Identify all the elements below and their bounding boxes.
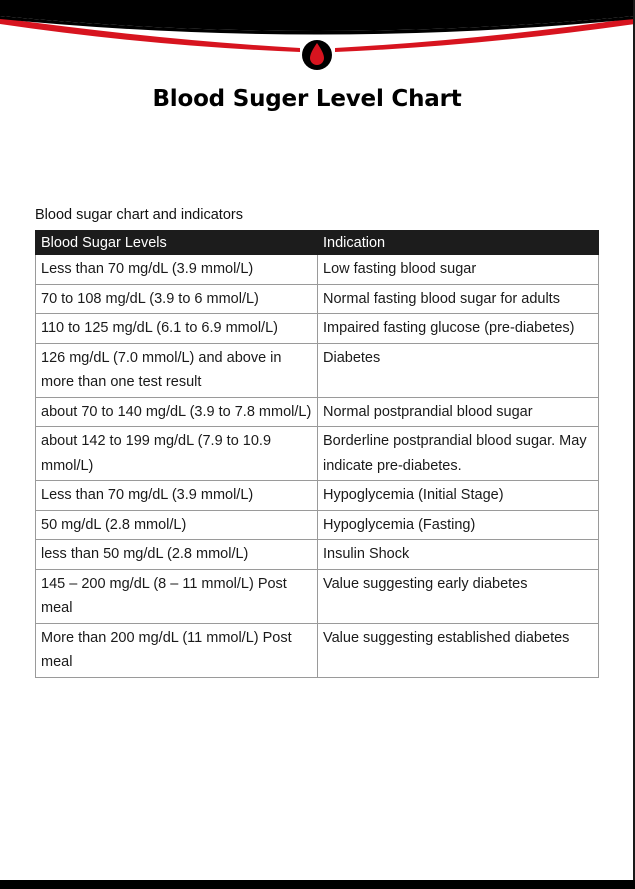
level-cell: 70 to 108 mg/dL (3.9 to 6 mmol/L)	[36, 284, 318, 314]
level-cell: less than 50 mg/dL (2.8 mmol/L)	[36, 540, 318, 570]
indication-cell: Insulin Shock	[318, 540, 599, 570]
indication-cell: Value suggesting early diabetes	[318, 569, 599, 623]
indication-cell: Value suggesting established diabetes	[318, 623, 599, 677]
indication-cell: Low fasting blood sugar	[318, 255, 599, 285]
level-cell: Less than 70 mg/dL (3.9 mmol/L)	[36, 481, 318, 511]
table-row	[36, 343, 599, 397]
table-header-row	[36, 231, 599, 255]
table-caption: Blood sugar chart and indicators	[35, 207, 243, 223]
indication-cell: Normal fasting blood sugar for adults	[318, 284, 599, 314]
level-cell: More than 200 mg/dL (11 mmol/L) Post meal	[36, 623, 318, 677]
level-cell: 50 mg/dL (2.8 mmol/L)	[36, 510, 318, 540]
level-cell: about 142 to 199 mg/dL (7.9 to 10.9 mmol/L)	[36, 427, 318, 481]
blood-sugar-table	[35, 230, 599, 678]
table-row	[36, 255, 599, 285]
page-title: Blood Suger Level Chart	[152, 86, 462, 112]
table-row	[36, 284, 599, 314]
table-row	[36, 540, 599, 570]
level-cell: 126 mg/dL (7.0 mmol/L) and above in more than one test result	[36, 343, 318, 397]
indication-cell: Impaired fasting glucose (pre-diabetes)	[318, 314, 599, 344]
table-row	[36, 623, 599, 677]
level-cell: 145 – 200 mg/dL (8 – 11 mmol/L) Post meal	[36, 569, 318, 623]
table-row	[36, 569, 599, 623]
header-cell-indication: Indication	[318, 231, 599, 255]
table-row	[36, 510, 599, 540]
table-row	[36, 427, 599, 481]
level-cell: about 70 to 140 mg/dL (3.9 to 7.8 mmol/L)	[36, 397, 318, 427]
header-banner	[0, 0, 635, 75]
footer-bar	[0, 880, 635, 889]
level-cell: Less than 70 mg/dL (3.9 mmol/L)	[36, 255, 318, 285]
level-cell: 110 to 125 mg/dL (6.1 to 6.9 mmol/L)	[36, 314, 318, 344]
indication-cell: Normal postprandial blood sugar	[318, 397, 599, 427]
indication-cell: Borderline postprandial blood sugar. May indicate pre-diabetes.	[318, 427, 599, 481]
table-row	[36, 314, 599, 344]
header-cell-levels: Blood Sugar Levels	[36, 231, 318, 255]
indication-cell: Diabetes	[318, 343, 599, 397]
table-row	[36, 397, 599, 427]
table-row	[36, 481, 599, 511]
indication-cell: Hypoglycemia (Fasting)	[318, 510, 599, 540]
indication-cell: Hypoglycemia (Initial Stage)	[318, 481, 599, 511]
